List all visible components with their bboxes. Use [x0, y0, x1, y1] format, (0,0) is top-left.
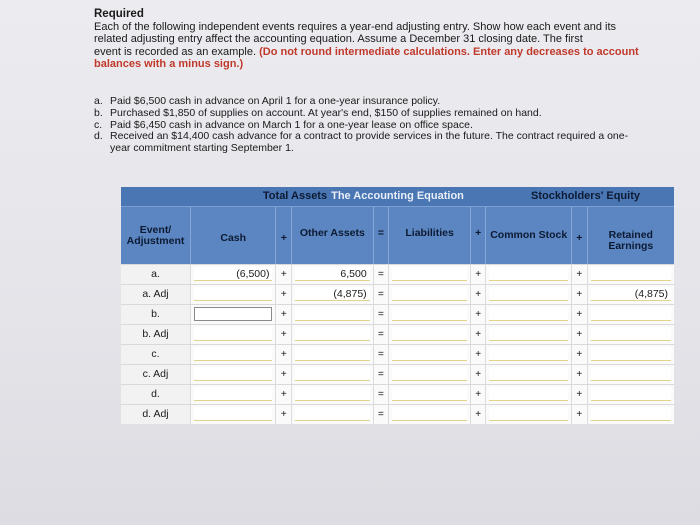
common-stock-input[interactable]: [489, 267, 568, 281]
other-assets-input[interactable]: [295, 307, 370, 321]
event-list: [94, 96, 684, 155]
liabilities-input[interactable]: [392, 367, 467, 381]
event-text: Paid $6,450 cash in advance on March 1 for a one-year lease on office space.: [110, 118, 473, 131]
liabilities-input[interactable]: [392, 347, 467, 361]
table-row: [121, 304, 674, 324]
cash-input[interactable]: [194, 287, 273, 301]
retained-earnings-input[interactable]: [591, 367, 671, 381]
liabilities-input[interactable]: [392, 307, 467, 321]
plus-sign: +: [471, 325, 487, 344]
plus-sign: +: [471, 345, 487, 364]
event-item: [94, 131, 684, 155]
instruction-line-1: Each of the following independent events requires a year-end adjusting entry. Show how each event and its: [94, 20, 617, 33]
cash-input[interactable]: [194, 307, 273, 321]
table-row: [121, 264, 674, 284]
event-text: Purchased $1,850 of supplies on account. At year's end, $150 of supplies remained on hand.: [110, 106, 542, 119]
event-letter: c.: [94, 118, 103, 131]
other-assets-input[interactable]: 6,500: [295, 267, 370, 281]
table-row: [121, 364, 674, 384]
equals-sign: =: [374, 365, 390, 384]
common-stock-input[interactable]: [489, 367, 568, 381]
cash-input[interactable]: [194, 367, 273, 381]
common-stock-input[interactable]: [489, 307, 568, 321]
required-heading: Required: [94, 8, 144, 20]
liabilities-input[interactable]: [392, 387, 467, 401]
common-stock-input[interactable]: [489, 327, 568, 341]
table-row: [121, 324, 674, 344]
row-label: d.: [121, 385, 191, 404]
plus-sign: +: [471, 265, 487, 284]
accounting-equation-table: [121, 187, 674, 424]
equals-sign: =: [374, 265, 390, 284]
equity-header: Stockholders' Equity: [531, 190, 640, 202]
instruction-line-3: event is recorded as an example.: [94, 45, 257, 58]
instruction-note: (Do not round intermediate calculations. Enter any decreases to account balances with a minus sign.): [94, 45, 639, 70]
equals-sign: =: [374, 345, 390, 364]
row-label: b.: [121, 305, 191, 324]
plus-sign: +: [572, 305, 588, 324]
common-stock-header: Common Stock: [490, 229, 568, 241]
retained-earnings-input[interactable]: [591, 267, 671, 281]
instruction-line-2: related adjusting entry affect the accounting equation. Assume a December 31 closing date. The first: [94, 33, 583, 45]
event-text: Paid $6,500 cash in advance on April 1 for a one-year insurance policy.: [110, 95, 441, 107]
cash-input[interactable]: [194, 327, 273, 341]
event-letter: b.: [94, 106, 103, 119]
equals-sign: =: [374, 385, 390, 404]
cash-header: Cash: [220, 232, 247, 244]
plus-sign: +: [471, 405, 487, 424]
cash-input[interactable]: [194, 407, 273, 421]
retained-earnings-input[interactable]: [591, 307, 671, 321]
equals-sign: =: [374, 325, 390, 344]
liabilities-header: Liabilities: [405, 227, 454, 239]
retained-earnings-header: Retained Earnings: [608, 229, 654, 252]
cash-input[interactable]: (6,500): [194, 267, 273, 281]
retained-earnings-input[interactable]: [591, 347, 671, 361]
equals-sign: =: [374, 285, 390, 304]
table-row: [121, 404, 674, 424]
plus-sign: +: [471, 305, 487, 324]
event-item: [94, 108, 684, 120]
plus-sign: +: [276, 385, 292, 404]
row-label: b. Adj: [121, 325, 191, 344]
liabilities-input[interactable]: [392, 287, 467, 301]
other-assets-input[interactable]: [295, 367, 370, 381]
cash-input[interactable]: [194, 387, 273, 401]
plus-sign: +: [471, 285, 487, 304]
row-label: a. Adj: [121, 285, 191, 304]
liabilities-input[interactable]: [392, 327, 467, 341]
common-stock-input[interactable]: [489, 407, 568, 421]
other-assets-input[interactable]: [295, 407, 370, 421]
plus-sign: +: [475, 227, 482, 239]
instructions: [94, 8, 674, 71]
row-label: c.: [121, 345, 191, 364]
plus-sign: +: [572, 385, 588, 404]
plus-sign: +: [572, 345, 588, 364]
row-label: d. Adj: [121, 405, 191, 424]
plus-sign: +: [471, 365, 487, 384]
equals-sign: =: [377, 227, 385, 239]
common-stock-input[interactable]: [489, 287, 568, 301]
other-assets-input[interactable]: [295, 347, 370, 361]
event-header: Event/ Adjustment: [126, 224, 185, 247]
event-text: Received an $14,400 cash advance for a contract to provide services in the future. The contract required a one-year commitment starting September 1.: [110, 130, 629, 155]
retained-earnings-input[interactable]: [591, 407, 671, 421]
plus-sign: +: [280, 232, 287, 244]
plus-sign: +: [572, 405, 588, 424]
liabilities-input[interactable]: [392, 267, 467, 281]
table-row: [121, 344, 674, 364]
plus-sign: +: [572, 265, 588, 284]
event-letter: a.: [94, 95, 103, 107]
common-stock-input[interactable]: [489, 347, 568, 361]
equals-sign: =: [374, 305, 390, 324]
plus-sign: +: [471, 385, 487, 404]
other-assets-input[interactable]: (4,875): [295, 287, 370, 301]
plus-sign: +: [572, 325, 588, 344]
common-stock-input[interactable]: [489, 387, 568, 401]
other-assets-input[interactable]: [295, 327, 370, 341]
plus-sign: +: [276, 285, 292, 304]
plus-sign: +: [276, 325, 292, 344]
row-label: a.: [121, 265, 191, 284]
retained-earnings-input[interactable]: [591, 327, 671, 341]
plus-sign: +: [572, 285, 588, 304]
equals-sign: =: [374, 405, 390, 424]
table-body: [121, 264, 674, 424]
liabilities-input[interactable]: [392, 407, 467, 421]
plus-sign: +: [276, 345, 292, 364]
retained-earnings-input[interactable]: (4,875): [591, 287, 671, 301]
plus-sign: +: [276, 305, 292, 324]
plus-sign: +: [572, 365, 588, 384]
retained-earnings-input[interactable]: [591, 387, 671, 401]
plus-sign: +: [276, 405, 292, 424]
total-assets-header: Total Assets: [262, 190, 328, 202]
plus-sign: +: [576, 232, 583, 244]
event-letter: d.: [94, 130, 103, 143]
other-assets-header: Other Assets: [299, 227, 365, 239]
plus-sign: +: [276, 365, 292, 384]
other-assets-input[interactable]: [295, 387, 370, 401]
table-title: The Accounting Equation: [121, 187, 674, 206]
plus-sign: +: [276, 265, 292, 284]
table-row: [121, 384, 674, 404]
cash-input[interactable]: [194, 347, 273, 361]
row-label: c. Adj: [121, 365, 191, 384]
table-row: [121, 284, 674, 304]
